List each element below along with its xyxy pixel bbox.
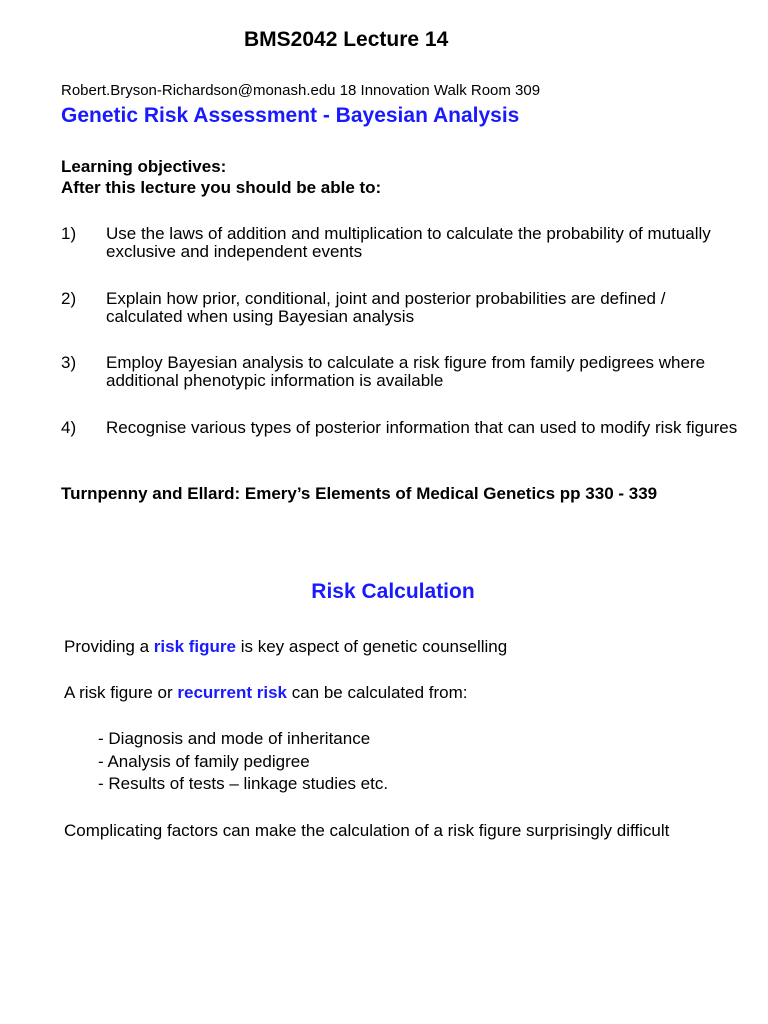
objective-text: Recognise various types of posterior information that can used to modify risk figures (106, 418, 738, 437)
objective-number: 3) (61, 353, 77, 372)
list-item: - Diagnosis and mode of inheritance (98, 729, 371, 748)
list-item: - Analysis of family pedigree (98, 751, 310, 771)
highlight-term: recurrent risk (177, 683, 287, 702)
bullet-list (98, 728, 388, 796)
objective-text: Employ Bayesian analysis to calculate a risk figure from family pedigrees where additional phenotypic information is available (106, 353, 706, 390)
objective-number: 2) (61, 289, 77, 308)
objective-number: 4) (61, 418, 77, 437)
paragraph-recurrent-risk (64, 681, 724, 704)
paragraph-text: A risk figure or (64, 683, 178, 702)
objectives-heading-line1: Learning objectives: (61, 157, 227, 176)
contact-info: Robert.Bryson-Richardson@monash.edu 18 Innovation Walk Room 309 (61, 82, 541, 99)
page-title: Genetic Risk Assessment - Bayesian Analysis (61, 104, 520, 127)
objectives-heading-line2: After this lecture you should be able to: (61, 178, 382, 197)
objective-number: 1) (61, 224, 77, 243)
list-item: - Results of tests – linkage studies etc. (98, 774, 389, 793)
paragraph-risk-figure (64, 635, 724, 658)
objectives-heading (61, 156, 381, 198)
section-title: Risk Calculation (311, 580, 475, 603)
objective-text: Use the laws of addition and multiplication to calculate the probability of mutually exclusive and independent events (106, 224, 711, 261)
paragraph-text: is key aspect of genetic counselling (235, 637, 508, 656)
paragraph-text: can be calculated from: (287, 683, 468, 702)
paragraph-complicating-factors: Complicating factors can make the calculation of a risk figure surprisingly difficult (64, 821, 670, 840)
paragraph-text: Providing a (64, 637, 154, 656)
course-title: BMS2042 Lecture 14 (244, 28, 449, 51)
textbook-reference: Turnpenny and Ellard: Emery’s Elements of Medical Genetics pp 330 - 339 (61, 484, 658, 503)
highlight-term: risk figure (153, 637, 236, 656)
objective-text: Explain how prior, conditional, joint and posterior probabilities are defined / calculated when using Bayesian analysis (106, 289, 666, 326)
